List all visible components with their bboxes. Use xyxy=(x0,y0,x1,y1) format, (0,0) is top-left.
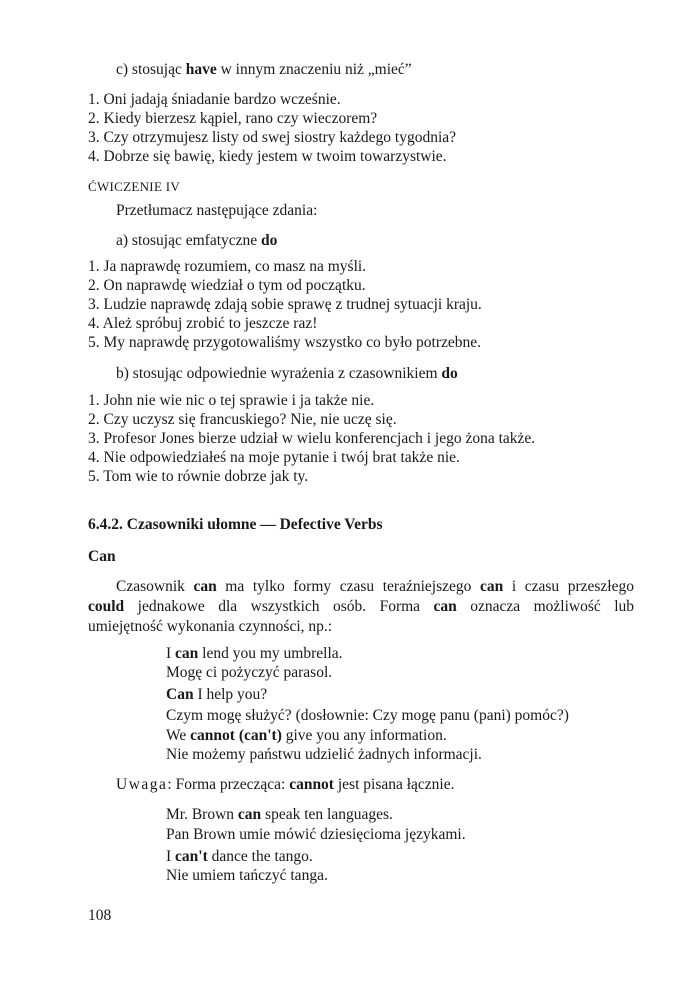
example-bold: Can xyxy=(166,686,194,703)
example-bold: can xyxy=(237,806,262,823)
example-bold: can xyxy=(175,645,199,662)
list-item: 1. John nie wie nic o tej sprawie i ja także nie. xyxy=(88,392,375,409)
example-text: We xyxy=(166,727,191,744)
example-line xyxy=(166,685,267,705)
list-item: 4. Dobrze się bawię, kiedy jestem w twoim towarzystwie. xyxy=(88,148,447,165)
list-item: 3. Profesor Jones bierze udział w wielu konferencjach i jego żona także. xyxy=(88,430,536,447)
para-bold: can xyxy=(479,578,504,595)
intro-bold: do xyxy=(441,365,458,382)
example-text: I xyxy=(166,645,176,662)
exercise-title: ĆWICZENIE IV xyxy=(88,179,181,194)
list-item: 5. Tom wie to równie dobrze jak ty. xyxy=(88,468,309,485)
list-item: 1. Ja naprawdę rozumiem, co masz na myśli. xyxy=(88,258,367,275)
example-line: Mogę ci pożyczyć parasol. xyxy=(166,664,333,681)
example-line: Pan Brown umie mówić dziesięcioma językami. xyxy=(166,826,466,843)
list-item: 5. My naprawdę przygotowaliśmy wszystko co było potrzebne. xyxy=(88,334,482,351)
example-bold: cannot (can't) xyxy=(190,727,282,744)
intro-text: w innym znaczeniu niż „mieć” xyxy=(216,61,412,78)
part-b-intro xyxy=(116,364,458,384)
section-heading: 6.4.2. Czasowniki ułomne — Defective Verbs xyxy=(88,516,383,533)
note-text: : Forma przecząca: xyxy=(167,776,290,793)
para-bold: can xyxy=(433,598,457,615)
paragraph-line: umiejętność wykonania czynności, np.: xyxy=(88,618,333,635)
example-text: I xyxy=(166,848,176,865)
example-line xyxy=(166,726,447,746)
list-item: 2. On naprawdę wiedział o tym od początku. xyxy=(88,277,366,294)
list-item: 4. Ależ spróbuj zrobić to jeszcze raz! xyxy=(88,315,318,332)
para-text: jednakowe dla wszystkich osób. Forma xyxy=(124,598,434,615)
exercise-instruction: Przetłumacz następujące zdania: xyxy=(116,202,318,219)
note-bold: cannot xyxy=(289,776,334,793)
intro-bold: do xyxy=(261,232,278,249)
list-item: 2. Kiedy bierzesz kąpiel, rano czy wieczorem? xyxy=(88,110,378,127)
list-item: 3. Ludzie naprawdę zdają sobie sprawę z trudnej sytuacji kraju. xyxy=(88,296,482,313)
note-label: Uwaga xyxy=(116,776,168,793)
section-c-intro xyxy=(116,60,412,80)
intro-text: b) stosując odpowiednie wyrażenia z czasownikiem xyxy=(116,365,442,382)
part-a-intro xyxy=(116,231,277,251)
example-text: lend you my umbrella. xyxy=(198,645,343,662)
example-text: dance the tango. xyxy=(207,848,313,865)
example-text: speak ten languages. xyxy=(261,806,393,823)
example-line: Czym mogę służyć? (dosłownie: Czy mogę panu (pani) pomóc?) xyxy=(166,707,569,724)
list-item: 3. Czy otrzymujesz listy od swej siostry każdego tygodnia? xyxy=(88,129,457,146)
para-text: i czasu przeszłego xyxy=(503,578,634,595)
example-line: Nie umiem tańczyć tanga. xyxy=(166,867,328,884)
list-item: 2. Czy uczysz się francuskiego? Nie, nie uczę się. xyxy=(88,411,397,428)
example-line xyxy=(166,644,343,664)
example-line xyxy=(166,847,313,867)
example-line: Nie możemy państwu udzielić żadnych informacji. xyxy=(166,746,482,763)
para-bold: can xyxy=(193,578,217,595)
intro-text: a) stosując emfatyczne xyxy=(116,232,262,249)
example-text: give you any information. xyxy=(281,727,447,744)
subheading: Can xyxy=(88,548,116,565)
example-bold: can't xyxy=(175,848,208,865)
list-item: 1. Oni jadają śniadanie bardzo wcześnie. xyxy=(88,91,341,108)
example-text: Mr. Brown xyxy=(166,806,238,823)
para-bold: could xyxy=(88,598,125,615)
page-number: 108 xyxy=(88,907,112,924)
note-line xyxy=(116,775,455,795)
para-text: oznacza możliwość lub xyxy=(456,598,634,615)
para-text: Czasownik xyxy=(116,578,194,595)
paragraph-line xyxy=(88,597,634,617)
intro-bold: have xyxy=(185,61,217,78)
paragraph-line xyxy=(88,577,634,597)
note-text: jest pisana łącznie. xyxy=(333,776,455,793)
example-text: I help you? xyxy=(193,686,268,703)
para-text: ma tylko formy czasu teraźniejszego xyxy=(216,578,480,595)
example-line xyxy=(166,805,393,825)
intro-text: c) stosując xyxy=(116,61,186,78)
list-item: 4. Nie odpowiedziałeś na moje pytanie i twój brat także nie. xyxy=(88,449,460,466)
